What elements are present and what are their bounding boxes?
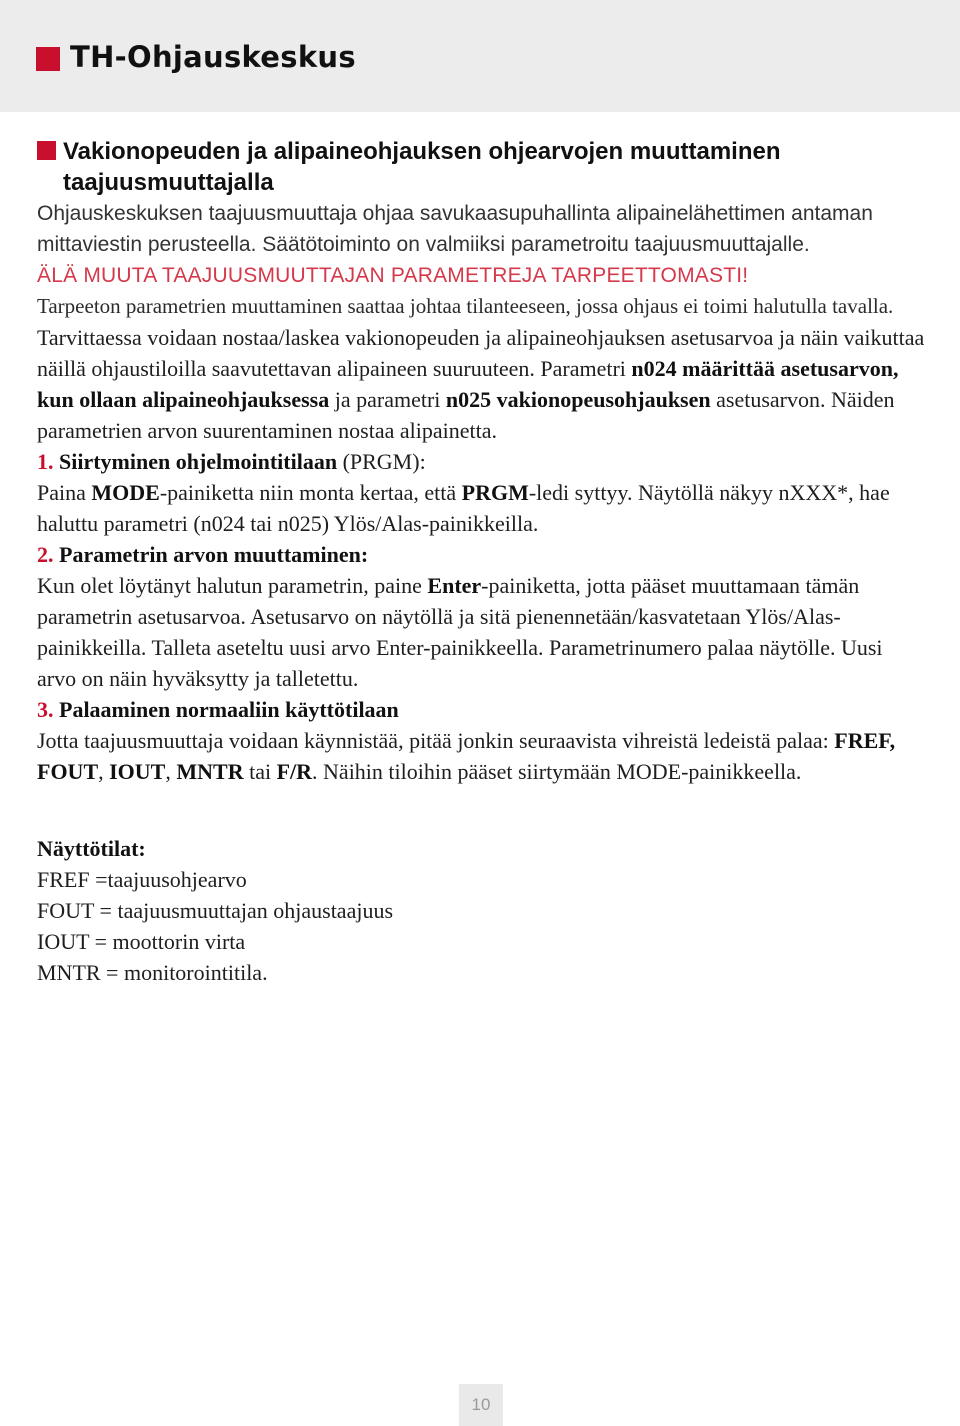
step-3-body: Jotta taajuusmuuttaja voidaan käynnistää, pitää jonkin seuraavista vihreistä ledeistä palaa: FREF, FOUT, IOUT, MNTR tai F/R. Näihin tiloihin pääset siirtymään MODE-painikkeella.	[37, 728, 896, 784]
display-state-item: MNTR = monitorointitila.	[37, 960, 268, 985]
display-states-title: Näyttötilat:	[37, 836, 146, 861]
header-band	[0, 0, 960, 112]
step-2-body: Kun olet löytänyt halutun parametrin, paine Enter-painiketta, jotta pääset muuttamaan tämän parametrin asetusarvoa. Asetusarvo on näytöllä ja sitä pienennetään/kasvatetaan Ylös/Alas-painikkeilla. Talleta aseteltu uusi arvo Enter-painikkeella. Parametrinumero palaa näytölle. Uusi arvo on näin hyväksytty ja talletettu.	[37, 573, 883, 691]
page-title: TH-Ohjauskeskus	[70, 40, 356, 74]
display-state-item: FOUT = taajuusmuuttajan ohjaustaajuus	[37, 898, 394, 923]
step-2-title: 2. Parametrin arvon muuttaminen:	[37, 542, 369, 567]
section-heading	[37, 136, 927, 198]
section-accent-square	[37, 141, 56, 160]
warning-note: Tarpeeton parametrien muuttaminen saattaa johtaa tilanteeseen, jossa ohjaus ei toimi halutulla tavalla.	[37, 294, 894, 318]
step-3-title: 3. Palaaminen normaaliin käyttötilaan	[37, 697, 399, 722]
setpoint-paragraph: Tarvittaessa voidaan nostaa/laskea vakionopeuden ja alipaineohjauksen asetusarvoa ja näin vaikuttaa näillä ohjaustiloilla saavutettavan alipaineen suuruuteen. Parametri n024 määrittää asetusarvon, kun ollaan alipaineohjauksessa ja parametri n025 vakionopeusohjauksen asetusarvon. Näiden parametrien arvon suurentaminen nostaa alipainetta.	[37, 325, 925, 443]
display-states	[37, 833, 927, 988]
display-state-item: FREF =taajuusohjearvo	[37, 867, 247, 892]
section-heading-text: Vakionopeuden ja alipaineohjauksen ohjearvojen muuttaminen taajuusmuuttajalla	[63, 138, 781, 196]
step-1-title: 1. Siirtyminen ohjelmointitilaan (PRGM):	[37, 449, 426, 474]
header-accent-square	[36, 47, 60, 71]
page-number: 10	[459, 1384, 503, 1426]
display-state-item: IOUT = moottorin virta	[37, 929, 246, 954]
main-content	[37, 136, 927, 988]
intro-paragraph: Ohjauskeskuksen taajuusmuuttaja ohjaa savukaasupuhallinta alipainelähettimen antaman mittaviestin perusteella. Säätötoiminto on valmiiksi parametroitu taajuusmuuttajalle.	[37, 202, 873, 256]
step-1-body: Paina MODE-painiketta niin monta kertaa, että PRGM-ledi syttyy. Näytöllä näkyy nXXX*, hae haluttu parametri (n024 tai n025) Ylös/Alas-painikkeilla.	[37, 480, 890, 536]
warning-text: ÄLÄ MUUTA TAAJUUSMUUTTAJAN PARAMETREJA TARPEETTOMASTI!	[37, 264, 749, 287]
